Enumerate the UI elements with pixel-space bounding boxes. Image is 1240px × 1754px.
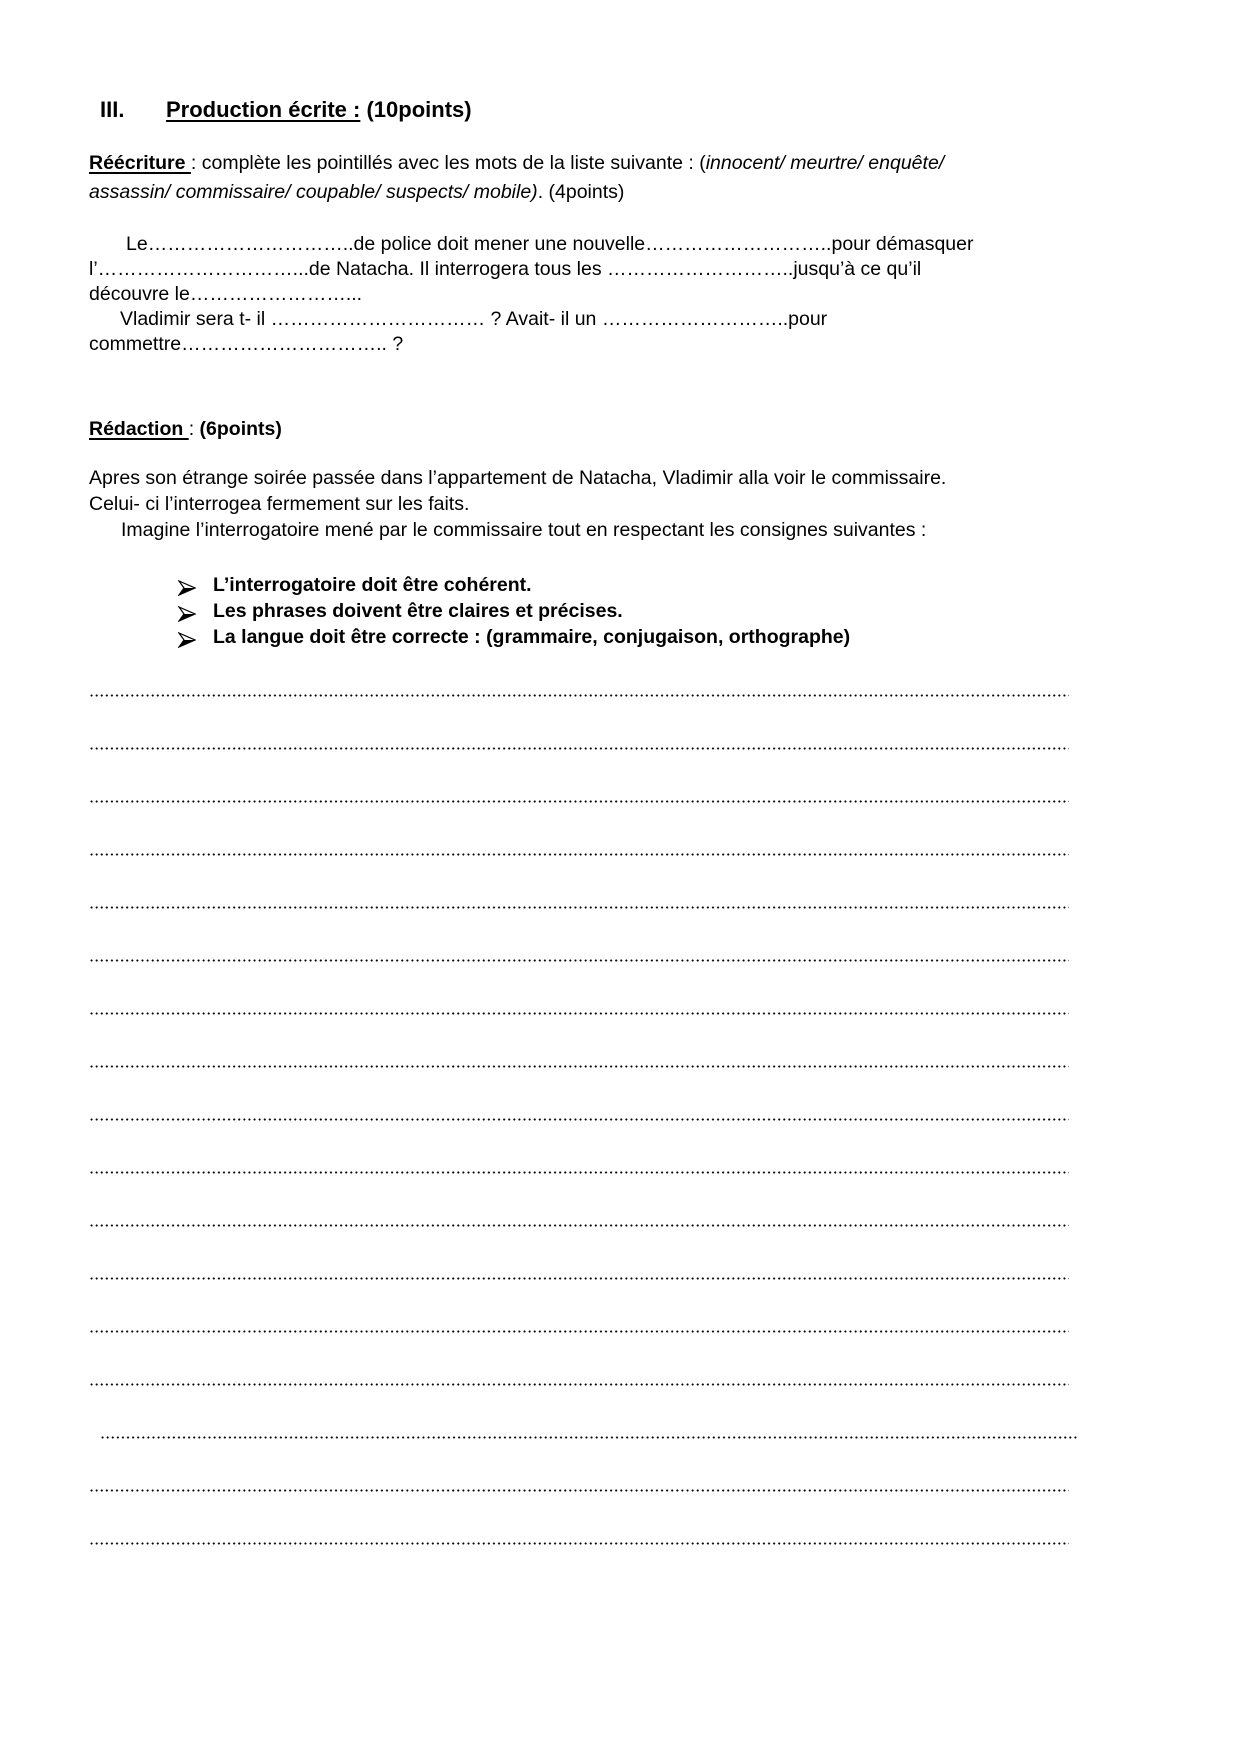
consigne-text: L’interrogatoire doit être cohérent. (213, 574, 532, 596)
arrow-bullet-icon (178, 603, 196, 619)
prompt-line: Celui- ci l’interrogea fermement sur les faits. (89, 493, 470, 515)
consigne-text: La langue doit être correcte : (grammaire, conjugaison, orthographe) (213, 626, 851, 648)
fill-line[interactable]: découvre le……………………... (89, 283, 363, 305)
section-title: Production écrite : (166, 97, 361, 122)
consigne-item (178, 572, 850, 598)
answer-line[interactable] (89, 853, 1069, 856)
section-number: III. (100, 97, 125, 122)
reecriture-instruction (89, 150, 1139, 208)
fill-line[interactable]: Le…………………………..de police doit mener une nouvelle………………………..pour démasquer (126, 233, 974, 255)
answer-line[interactable] (89, 1118, 1069, 1121)
answer-line[interactable] (89, 1171, 1069, 1174)
answer-line[interactable] (89, 1277, 1069, 1280)
redaction-colon: : (188, 418, 195, 440)
reecriture-instruction-text: : complète les pointillés avec les mots de la liste suivante : ( (190, 152, 706, 174)
answer-line[interactable] (89, 1224, 1069, 1227)
reecriture-label: Réécriture (89, 152, 191, 174)
fill-line[interactable]: Vladimir sera t- il …………………………… ? Avait- il un ………………………..pour (120, 308, 828, 330)
answer-line[interactable] (89, 747, 1069, 750)
answer-line[interactable] (89, 694, 1069, 697)
word-list-line-1: innocent/ meurtre/ enquête/ (705, 152, 945, 174)
fill-line[interactable]: commettre………………………….. ? (89, 333, 404, 355)
consignes-list (178, 572, 850, 650)
answer-line[interactable] (89, 959, 1069, 962)
consigne-item (178, 598, 850, 624)
word-list-line-2: assassin/ commissaire/ coupable/ suspects/ mobile) (89, 181, 538, 203)
answer-line[interactable] (89, 1330, 1069, 1333)
consigne-text: Les phrases doivent être claires et précises. (213, 600, 623, 622)
arrow-bullet-icon (178, 629, 196, 645)
redaction-prompt (89, 465, 946, 543)
redaction-label: Rédaction (89, 418, 189, 440)
consigne-item (178, 624, 850, 650)
answer-line[interactable] (89, 906, 1069, 909)
arrow-bullet-icon (178, 577, 196, 593)
answer-line[interactable] (89, 1065, 1069, 1068)
answer-line[interactable] (89, 1489, 1069, 1492)
prompt-line: Imagine l’interrogatoire mené par le commissaire tout en respectant les consignes suivantes : (121, 519, 927, 541)
answer-line[interactable] (89, 1383, 1069, 1386)
section-points: (10points) (366, 97, 472, 122)
redaction-heading (89, 416, 282, 442)
answer-line[interactable] (89, 800, 1069, 803)
fill-line[interactable]: l’…………………………...de Natacha. Il interrogera tous les ………………………..jusqu’à ce qu’il (89, 258, 922, 280)
answer-line[interactable] (89, 1542, 1069, 1545)
redaction-points: (6points) (194, 418, 282, 440)
reecriture-points: . (4points) (537, 181, 625, 203)
prompt-line: Apres son étrange soirée passée dans l’appartement de Natacha, Vladimir alla voir le commissaire. (89, 467, 947, 489)
answer-line[interactable] (89, 1012, 1069, 1015)
section-heading (100, 96, 472, 124)
answer-line[interactable] (100, 1436, 1079, 1439)
fill-in-paragraph (89, 231, 1149, 356)
